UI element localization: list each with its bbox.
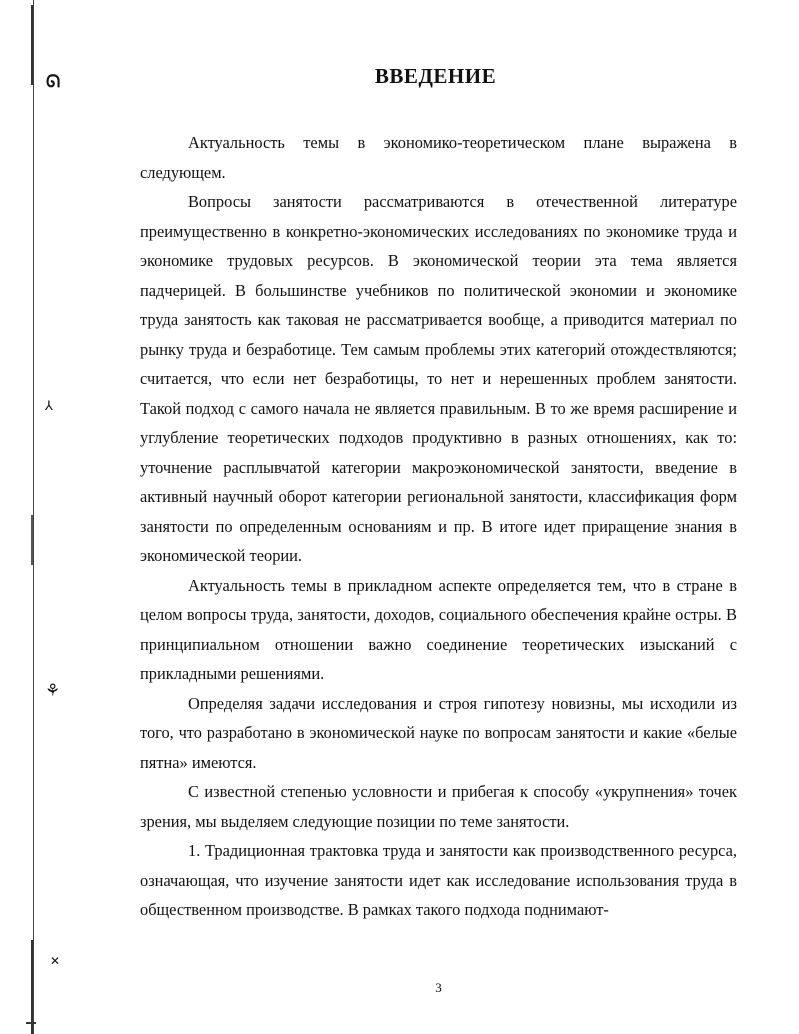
page-number: 3	[435, 980, 442, 995]
page-title: ВВЕДЕНИЕ	[374, 64, 497, 88]
document-body	[140, 128, 737, 925]
paragraph: С известной степенью условности и прибегая к способу «укрупнения» точек зрения, мы выделяем следующие позиции по теме занятости.	[140, 782, 737, 831]
paragraph: Актуальность темы в прикладном аспекте определяется тем, что в стране в целом вопросы труда, занятости, доходов, социального обеспечения крайне остры. В принципиальном отношении важно соединение теоретических изысканий с прикладными решениями.	[140, 575, 737, 683]
scan-mark-icon: ✕	[50, 954, 61, 968]
scan-edge-line	[26, 1022, 36, 1024]
scan-edge-line	[31, 515, 33, 565]
paragraph: 1. Традиционная трактовка труда и занятости как производственного ресурса, означающая, что изучение занятости идет как исследование использования труда в общественном производстве. В рамках такого подхода поднимают-	[140, 841, 737, 919]
paragraph: Вопросы занятости рассматриваются в отечественной литературе преимущественно в конкретно-экономических исследованиях по экономике труда и экономике трудовых ресурсов. В экономической теории эта тема является падчерицей. В большинстве учебников по политической экономии и экономике труда занятость как таковая не рассматривается вообще, а приводится материал по рынку труда и безработице. Тем самым проблемы этих категорий отождествляются; считается, что если нет безработицы, то нет и нерешенных проблем занятости. Такой подход с самого начала не является правильным. В то же время расширение и углубление теоретических подходов продуктивно в разных отношениях, как то: уточнение расплывчатой категории макроэкономической занятости, введение в активный научный оборот категории региональной занятости, классификация форм занятости по определенным основаниям и пр. В итоге идет приращение знания в экономической теории.	[140, 192, 737, 565]
scan-mark-icon: ᘏ	[46, 72, 61, 92]
scan-mark-icon: ⚘	[45, 681, 61, 701]
paragraph: Актуальность темы в экономико-теоретическом плане выражена в следующем.	[140, 133, 737, 182]
paragraph: Определяя задачи исследования и строя гипотезу новизны, мы исходили из того, что разработано в экономической науке по вопросам занятости и какие «белые пятна» имеются.	[140, 693, 737, 772]
scan-mark-icon: ⅄	[45, 399, 53, 414]
scan-edge-line	[33, 0, 34, 1034]
